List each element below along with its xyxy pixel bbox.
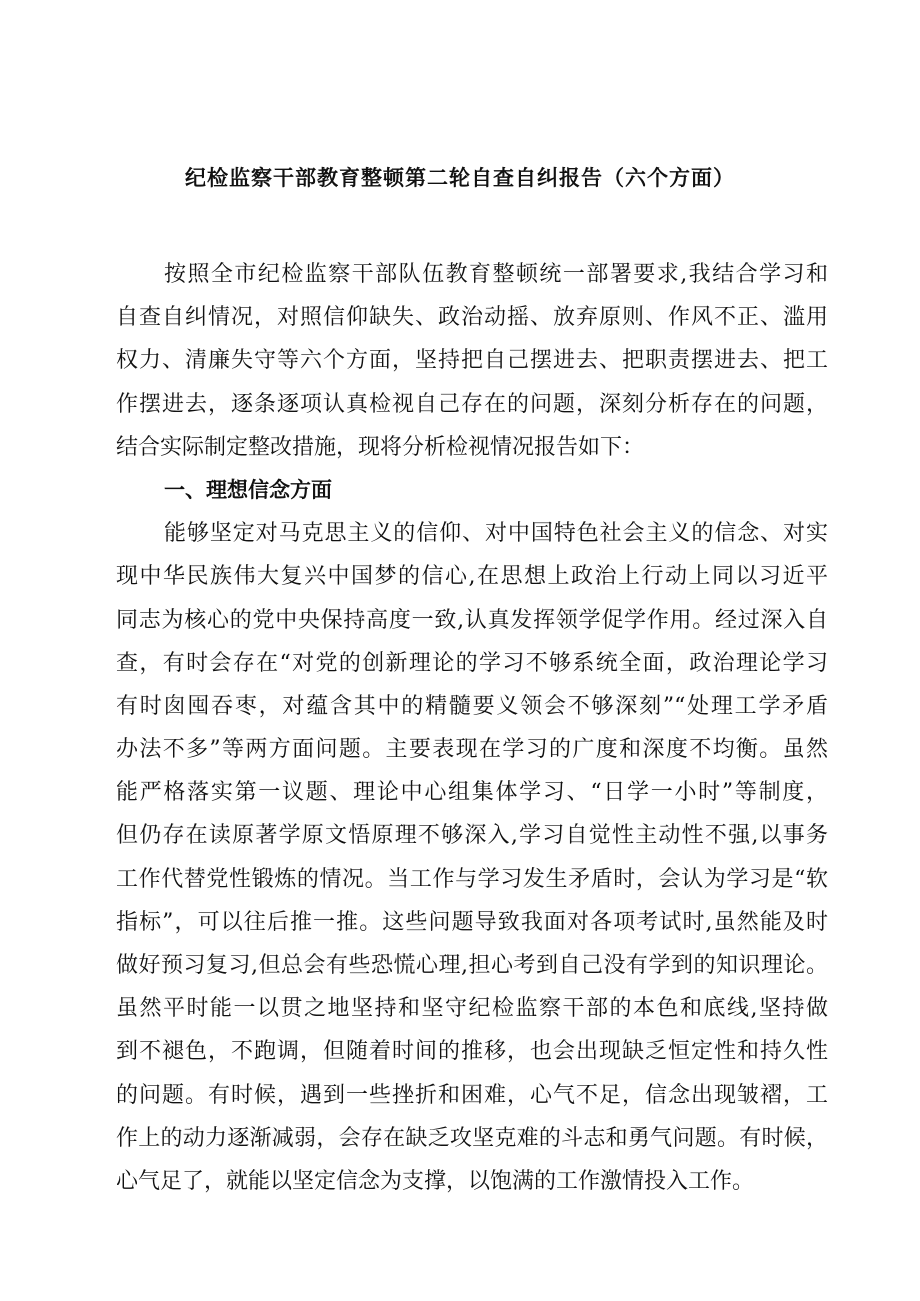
paragraph-line: 有时囱囤吞枣，对蕴含其中的精髓要义领会不够深刻”“处理工学矛盾 [116, 693, 828, 719]
document-title: 纪检监察干部教育整顿第二轮自查自纠报告（六个方面） [185, 166, 735, 190]
paragraph-line: 权力、清廉失守等六个方面，坚持把自己摆进去、把职责摆进去、把工 [116, 348, 828, 374]
paragraph-line: 做好预习复习,但总会有些恐慌心理,担心考到自己没有学到的知识理论。 [116, 953, 828, 978]
paragraph-line: 工作代替党性锻炼的情况。当工作与学习发生矛盾时，会认为学习是“软 [116, 866, 828, 892]
paragraph-line: 按照全市纪检监察干部队伍教育整顿统一部署要求,我结合学习和 [164, 262, 828, 287]
paragraph-line: 指标”，可以往后推一推。这些问题导致我面对各项考试时,虽然能及时 [116, 909, 828, 935]
paragraph-line: 但仍存在读原著学原文悟原理不够深入,学习自觉性主动性不强,以事务 [116, 823, 828, 849]
document-body [116, 253, 828, 1203]
paragraph-line: 到不褪色，不跑调，但随着时间的推移，也会出现缺乏恒定性和持久性 [116, 1039, 828, 1065]
paragraph-line: 的问题。有时候，遇到一些挫折和困难，心气不足，信念出现皱褶，工 [116, 1082, 828, 1108]
paragraph-line: 现中华民族伟大复兴中国梦的信心,在思想上政治上行动上同以习近平 [116, 564, 828, 590]
section-heading: 一、理想信念方面 [164, 477, 332, 502]
paragraph-line: 作上的动力逐渐减弱，会存在缺乏攻坚克难的斗志和勇气问题。有时候， [116, 1125, 828, 1151]
paragraph-line: 能严格落实第一议题、理论中心组集体学习、“日学一小时”等制度， [116, 780, 828, 806]
paragraph-line: 同志为核心的党中央保持高度一致,认真发挥领学促学作用。经过深入自 [116, 607, 828, 633]
paragraph-line: 作摆进去，逐条逐项认真检视自己存在的问题，深刻分析存在的问题， [116, 391, 828, 417]
paragraph-line: 能够坚定对马克思主义的信仰、对中国特色社会主义的信念、对实 [164, 521, 828, 547]
paragraph-line: 虽然平时能一以贯之地坚持和坚守纪检监察干部的本色和底线,坚持做 [116, 996, 828, 1022]
paragraph-line: 自查自纠情况，对照信仰缺失、政治动摇、放弃原则、作风不正、滥用 [116, 305, 828, 331]
paragraph-line: 办法不多”等两方面问题。主要表现在学习的广度和深度不均衡。虽然 [116, 737, 828, 763]
intro-paragraph [116, 253, 828, 469]
paragraph-line: 心气足了，就能以坚定信念为支撑，以饱满的工作激情投入工作。 [116, 1168, 755, 1194]
section1-paragraph [116, 512, 828, 1203]
paragraph-line: 结合实际制定整改措施，现将分析检视情况报告如下： [116, 434, 645, 460]
paragraph-line: 查，有时会存在“对党的创新理论的学习不够系统全面，政治理论学习 [116, 650, 828, 676]
